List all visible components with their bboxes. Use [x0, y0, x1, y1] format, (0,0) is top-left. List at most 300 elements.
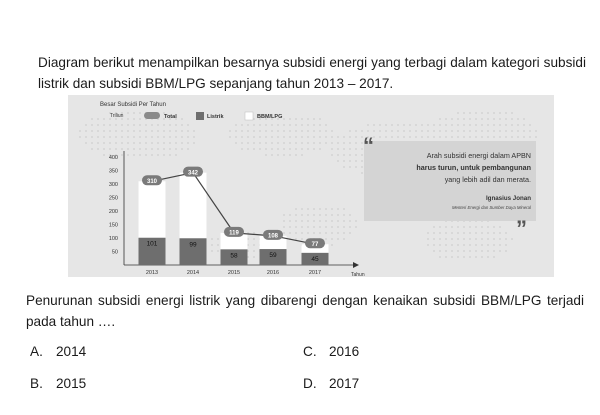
map-dot — [301, 220, 303, 222]
map-dot — [385, 136, 387, 138]
map-dot — [313, 142, 315, 144]
map-dot — [481, 256, 483, 258]
map-dot — [307, 232, 309, 234]
map-dot — [403, 124, 405, 126]
map-dot — [325, 124, 327, 126]
map-dot — [103, 124, 105, 126]
map-dot — [157, 136, 159, 138]
map-dot — [337, 142, 339, 144]
x-tick-label: 2013 — [145, 270, 159, 276]
map-dot — [415, 136, 417, 138]
map-dot — [475, 226, 477, 228]
map-dot — [427, 244, 429, 246]
map-dot — [319, 226, 321, 228]
map-dot — [451, 124, 453, 126]
map-dot — [109, 130, 111, 132]
answer-option-d[interactable] — [303, 376, 359, 391]
answer-option-c[interactable] — [303, 344, 359, 359]
map-dot — [481, 118, 483, 120]
map-dot — [289, 220, 291, 222]
map-dot — [427, 238, 429, 240]
map-dot — [121, 130, 123, 132]
map-dot — [451, 130, 453, 132]
map-dot — [355, 166, 357, 168]
map-dot — [211, 238, 213, 240]
map-dot — [109, 124, 111, 126]
map-dot — [457, 118, 459, 120]
map-dot — [493, 118, 495, 120]
map-dot — [493, 250, 495, 252]
map-dot — [331, 244, 333, 246]
map-dot — [121, 148, 123, 150]
map-dot — [169, 142, 171, 144]
map-dot — [301, 124, 303, 126]
map-dot — [379, 130, 381, 132]
map-dot — [259, 124, 261, 126]
map-dot — [295, 232, 297, 234]
map-dot — [451, 250, 453, 252]
map-dot — [445, 256, 447, 258]
map-dot — [283, 124, 285, 126]
question-text: Penurunan subsidi energi listrik yang dibarengi dengan kenaikan subsidi BBM/LPG terjadi pada tahun …. — [26, 293, 584, 329]
map-dot — [331, 142, 333, 144]
map-dot — [175, 148, 177, 150]
map-dot — [319, 118, 321, 120]
map-dot — [349, 130, 351, 132]
map-dot — [487, 226, 489, 228]
legend-swatch-bbm — [245, 112, 253, 120]
map-dot — [475, 130, 477, 132]
map-dot — [337, 226, 339, 228]
x-tick-label: 2016 — [266, 270, 280, 276]
map-dot — [247, 124, 249, 126]
map-dot — [277, 130, 279, 132]
map-dot — [337, 154, 339, 156]
map-dot — [307, 214, 309, 216]
quote-line-1: Arah subsidi energi dalam APBN — [426, 151, 531, 160]
map-dot — [277, 124, 279, 126]
bar-label-listrik: 59 — [269, 252, 277, 260]
map-dot — [487, 112, 489, 114]
map-dot — [265, 142, 267, 144]
map-dot — [433, 226, 435, 228]
map-dot — [361, 172, 363, 174]
map-dot — [97, 130, 99, 132]
map-dot — [295, 130, 297, 132]
map-dot — [331, 130, 333, 132]
map-dot — [175, 154, 177, 156]
map-dot — [457, 130, 459, 132]
map-dot — [343, 142, 345, 144]
map-dot — [91, 142, 93, 144]
map-dot — [319, 130, 321, 132]
map-dot — [487, 256, 489, 258]
map-dot — [499, 130, 501, 132]
map-dot — [253, 124, 255, 126]
y-tick-label: 150 — [108, 222, 118, 229]
map-dot — [133, 124, 135, 126]
map-dot — [499, 250, 501, 252]
answer-option-b[interactable] — [30, 376, 86, 391]
option-text: 2016 — [329, 344, 360, 359]
map-dot — [457, 244, 459, 246]
map-dot — [301, 154, 303, 156]
map-dot — [283, 232, 285, 234]
map-dot — [529, 136, 531, 138]
map-dot — [427, 124, 429, 126]
map-dot — [433, 124, 435, 126]
map-dot — [127, 154, 129, 156]
map-dot — [343, 238, 345, 240]
map-dot — [445, 124, 447, 126]
map-dot — [307, 124, 309, 126]
map-dot — [481, 226, 483, 228]
map-dot — [415, 130, 417, 132]
map-dot — [523, 124, 525, 126]
map-dot — [475, 118, 477, 120]
map-dot — [325, 220, 327, 222]
map-dot — [103, 130, 105, 132]
map-dot — [103, 154, 105, 156]
map-dot — [271, 148, 273, 150]
map-dot — [175, 130, 177, 132]
map-dot — [469, 226, 471, 228]
map-dot — [373, 124, 375, 126]
map-dot — [475, 244, 477, 246]
map-dot — [499, 112, 501, 114]
map-dot — [337, 160, 339, 162]
map-dot — [295, 226, 297, 228]
map-dot — [493, 112, 495, 114]
map-dot — [241, 148, 243, 150]
map-dot — [355, 142, 357, 144]
map-dot — [325, 136, 327, 138]
map-dot — [451, 232, 453, 234]
y-tick-label: 400 — [108, 155, 118, 161]
map-dot — [259, 136, 261, 138]
map-dot — [361, 130, 363, 132]
map-dot — [283, 214, 285, 216]
map-dot — [295, 154, 297, 156]
map-dot — [481, 136, 483, 138]
map-dot — [517, 124, 519, 126]
map-dot — [469, 250, 471, 252]
map-dot — [433, 250, 435, 252]
map-dot — [337, 208, 339, 210]
map-dot — [235, 136, 237, 138]
map-dot — [475, 256, 477, 258]
map-dot — [469, 238, 471, 240]
map-dot — [139, 136, 141, 138]
x-tick-label: 2015 — [227, 270, 241, 276]
map-dot — [355, 148, 357, 150]
map-dot — [505, 136, 507, 138]
map-dot — [457, 256, 459, 258]
map-dot — [463, 244, 465, 246]
quote-line-3: yang lebih adil dan merata. — [444, 175, 531, 184]
map-dot — [151, 154, 153, 156]
map-dot — [511, 124, 513, 126]
map-dot — [283, 154, 285, 156]
map-dot — [247, 148, 249, 150]
map-dot — [469, 112, 471, 114]
total-value-label: 310 — [146, 178, 158, 185]
y-tick-label: 250 — [108, 195, 118, 202]
map-dot — [139, 148, 141, 150]
map-dot — [481, 250, 483, 252]
map-dot — [109, 136, 111, 138]
map-dot — [463, 250, 465, 252]
map-dot — [463, 136, 465, 138]
map-dot — [241, 124, 243, 126]
map-dot — [511, 238, 513, 240]
option-letter: D. — [303, 376, 317, 391]
map-dot — [181, 142, 183, 144]
map-dot — [409, 136, 411, 138]
map-dot — [307, 148, 309, 150]
map-dot — [289, 142, 291, 144]
map-dot — [85, 142, 87, 144]
map-dot — [499, 124, 501, 126]
map-dot — [337, 232, 339, 234]
quote-line-2: harus turun, untuk pembangunan — [416, 163, 531, 172]
map-dot — [325, 232, 327, 234]
map-dot — [289, 214, 291, 216]
map-dot — [487, 118, 489, 120]
map-dot — [265, 154, 267, 156]
map-dot — [511, 136, 513, 138]
map-dot — [451, 136, 453, 138]
map-dot — [487, 136, 489, 138]
map-dot — [313, 220, 315, 222]
map-dot — [469, 130, 471, 132]
map-dot — [337, 214, 339, 216]
map-dot — [139, 130, 141, 132]
map-dot — [97, 124, 99, 126]
x-tick-label: 2017 — [308, 270, 322, 276]
map-dot — [289, 232, 291, 234]
x-axis-label: Tahun — [351, 272, 365, 277]
map-dot — [337, 136, 339, 138]
map-dot — [133, 112, 135, 114]
map-dot — [241, 130, 243, 132]
map-dot — [313, 232, 315, 234]
map-dot — [301, 136, 303, 138]
map-dot — [253, 250, 255, 252]
map-dot — [457, 112, 459, 114]
map-dot — [517, 118, 519, 120]
map-dot — [163, 154, 165, 156]
map-dot — [187, 148, 189, 150]
map-dot — [535, 130, 537, 132]
map-dot — [457, 136, 459, 138]
map-dot — [295, 220, 297, 222]
map-dot — [397, 136, 399, 138]
map-dot — [403, 136, 405, 138]
map-dot — [181, 118, 183, 120]
map-dot — [463, 112, 465, 114]
map-dot — [475, 136, 477, 138]
map-dot — [319, 208, 321, 210]
map-dot — [439, 136, 441, 138]
map-dot — [469, 244, 471, 246]
map-dot — [439, 244, 441, 246]
map-dot — [163, 124, 165, 126]
map-dot — [229, 130, 231, 132]
map-dot — [163, 130, 165, 132]
map-dot — [127, 112, 129, 114]
map-dot — [283, 118, 285, 120]
map-dot — [169, 154, 171, 156]
map-dot — [181, 136, 183, 138]
map-dot — [97, 148, 99, 150]
map-dot — [295, 136, 297, 138]
subsidy-chart — [68, 95, 554, 277]
bar-label-listrik: 101 — [146, 240, 158, 248]
map-dot — [283, 220, 285, 222]
map-dot — [259, 142, 261, 144]
map-dot — [319, 142, 321, 144]
map-dot — [181, 148, 183, 150]
map-dot — [115, 124, 117, 126]
map-dot — [235, 130, 237, 132]
map-dot — [349, 214, 351, 216]
map-dot — [367, 124, 369, 126]
map-dot — [517, 130, 519, 132]
map-dot — [277, 154, 279, 156]
map-dot — [97, 142, 99, 144]
map-dot — [133, 142, 135, 144]
map-dot — [469, 256, 471, 258]
map-dot — [85, 136, 87, 138]
map-dot — [475, 250, 477, 252]
map-dot — [115, 136, 117, 138]
map-dot — [133, 130, 135, 132]
map-dot — [319, 148, 321, 150]
map-dot — [475, 232, 477, 234]
map-dot — [439, 226, 441, 228]
map-dot — [301, 130, 303, 132]
x-tick-label: 2014 — [186, 270, 200, 276]
map-dot — [505, 118, 507, 120]
map-dot — [511, 130, 513, 132]
map-dot — [505, 232, 507, 234]
map-dot — [379, 124, 381, 126]
map-dot — [421, 130, 423, 132]
map-dot — [157, 130, 159, 132]
map-dot — [187, 130, 189, 132]
map-dot — [445, 238, 447, 240]
map-dot — [313, 124, 315, 126]
map-dot — [439, 130, 441, 132]
map-dot — [493, 136, 495, 138]
map-dot — [103, 136, 105, 138]
map-dot — [253, 136, 255, 138]
map-dot — [487, 244, 489, 246]
map-dot — [439, 118, 441, 120]
answer-option-a[interactable] — [30, 344, 86, 359]
map-dot — [331, 220, 333, 222]
map-dot — [433, 232, 435, 234]
map-dot — [481, 130, 483, 132]
map-dot — [487, 238, 489, 240]
map-dot — [295, 142, 297, 144]
map-dot — [499, 226, 501, 228]
map-dot — [247, 130, 249, 132]
map-dot — [355, 160, 357, 162]
map-dot — [325, 130, 327, 132]
map-dot — [163, 136, 165, 138]
map-dot — [145, 136, 147, 138]
map-dot — [301, 226, 303, 228]
y-tick-label: 200 — [108, 209, 118, 215]
map-dot — [169, 124, 171, 126]
map-dot — [115, 142, 117, 144]
map-dot — [229, 136, 231, 138]
map-dot — [139, 142, 141, 144]
map-dot — [331, 154, 333, 156]
map-dot — [103, 142, 105, 144]
map-dot — [331, 136, 333, 138]
map-dot — [409, 130, 411, 132]
map-dot — [349, 154, 351, 156]
map-dot — [403, 130, 405, 132]
map-dot — [235, 124, 237, 126]
map-dot — [445, 226, 447, 228]
map-dot — [475, 124, 477, 126]
map-dot — [487, 130, 489, 132]
map-dot — [337, 238, 339, 240]
map-dot — [301, 208, 303, 210]
map-dot — [343, 214, 345, 216]
map-dot — [331, 214, 333, 216]
map-dot — [271, 124, 273, 126]
map-dot — [343, 226, 345, 228]
map-dot — [529, 130, 531, 132]
map-dot — [289, 136, 291, 138]
map-dot — [187, 136, 189, 138]
map-dot — [367, 130, 369, 132]
bar-label-listrik: 99 — [189, 241, 197, 249]
map-dot — [145, 130, 147, 132]
map-dot — [391, 124, 393, 126]
map-dot — [253, 238, 255, 240]
map-dot — [85, 124, 87, 126]
map-dot — [265, 148, 267, 150]
option-letter: B. — [30, 376, 43, 391]
map-dot — [505, 238, 507, 240]
map-dot — [445, 118, 447, 120]
map-dot — [283, 226, 285, 228]
map-dot — [187, 124, 189, 126]
map-dot — [283, 130, 285, 132]
map-dot — [463, 232, 465, 234]
map-dot — [271, 154, 273, 156]
map-dot — [481, 232, 483, 234]
map-dot — [253, 256, 255, 258]
map-dot — [121, 136, 123, 138]
map-dot — [301, 142, 303, 144]
intro-paragraph: Diagram berikut menampilkan besarnya subsidi energi yang terbagi dalam kategori subsidi listrik dan subsidi BBM/LPG sepanjang tahun 2013 – 2017. — [38, 55, 586, 91]
map-dot — [319, 124, 321, 126]
map-dot — [451, 244, 453, 246]
subsidy-infographic — [68, 95, 554, 277]
map-dot — [91, 118, 93, 120]
y-axis-label: Triliun — [110, 113, 124, 119]
map-dot — [151, 130, 153, 132]
map-dot — [487, 232, 489, 234]
map-dot — [301, 148, 303, 150]
